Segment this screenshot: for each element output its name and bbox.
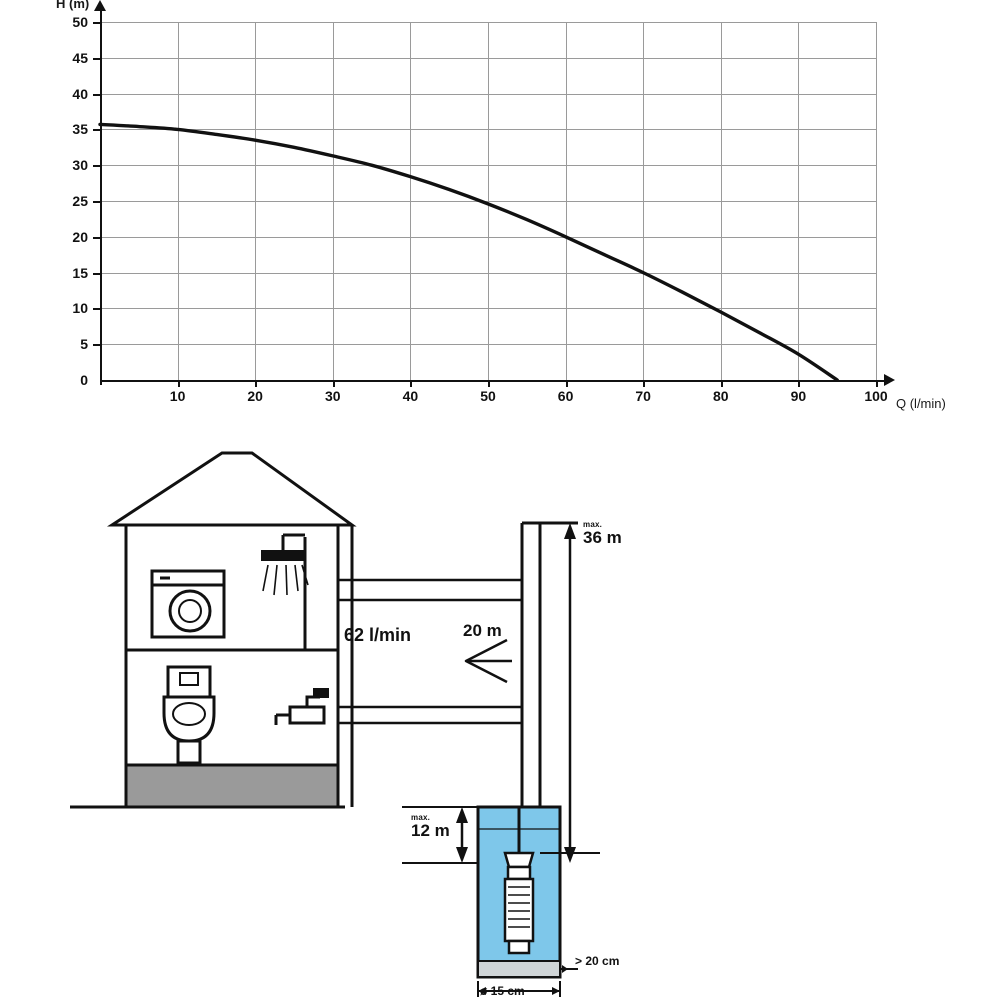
x-tick-mark — [721, 380, 723, 387]
chart-y-axis-label: H (m) — [56, 0, 90, 11]
pump-curve-chart — [0, 0, 1000, 425]
x-tick-label: 100 — [864, 388, 888, 404]
chart-x-axis-label: Q (l/min) — [896, 396, 946, 411]
x-axis-arrow-icon — [884, 374, 895, 386]
chart-x-axis — [100, 380, 890, 382]
y-axis-arrow-icon — [94, 0, 106, 11]
y-tick-mark — [93, 273, 100, 275]
x-tick-label: 90 — [790, 388, 807, 404]
house-foundation — [126, 765, 338, 807]
y-tick-mark — [93, 308, 100, 310]
installation-diagram-drawing — [0, 425, 1000, 1000]
y-tick-label: 0 — [80, 372, 88, 388]
y-tick-label: 30 — [72, 157, 88, 174]
y-tick-label: 45 — [72, 49, 88, 66]
x-tick-label: 30 — [325, 388, 341, 404]
x-tick-label: 50 — [480, 388, 496, 404]
y-tick-mark — [93, 237, 100, 239]
max-head-prefix: max. — [583, 520, 603, 529]
x-tick-mark — [255, 380, 257, 387]
y-tick-mark — [93, 58, 100, 60]
min-diameter-label: ø 15 cm — [480, 984, 525, 998]
y-tick-mark — [93, 94, 100, 96]
x-tick-mark — [876, 380, 878, 387]
flow-direction-arrow-icon — [466, 640, 512, 682]
y-tick-label: 35 — [72, 121, 88, 138]
y-tick-label: 5 — [80, 336, 88, 353]
gridline-vertical — [876, 22, 877, 380]
x-tick-label: 60 — [557, 388, 574, 404]
flow-rate-label: 62 l/min — [344, 625, 412, 645]
y-tick-mark — [93, 165, 100, 167]
chart-plot-area — [100, 22, 876, 380]
y-tick-mark — [93, 344, 100, 346]
x-tick-label: 70 — [635, 388, 651, 404]
x-tick-label: 20 — [247, 388, 263, 404]
y-tick-mark — [93, 129, 100, 131]
x-tick-label: 40 — [402, 388, 419, 404]
washing-machine-icon — [152, 571, 224, 637]
min-depth-label: > 20 cm — [575, 954, 620, 968]
y-tick-label: 25 — [72, 193, 88, 209]
x-tick-label: 10 — [169, 388, 186, 404]
well-sediment — [478, 961, 560, 977]
pump-performance-curve — [100, 22, 876, 380]
x-tick-mark — [643, 380, 645, 387]
x-tick-mark — [178, 380, 180, 387]
y-tick-mark — [93, 201, 100, 203]
installation-diagram — [0, 425, 1000, 1000]
max-suction-value: 12 m — [411, 821, 450, 840]
chart-y-axis — [100, 10, 102, 385]
x-tick-mark — [333, 380, 335, 387]
max-suction-prefix: max. — [411, 813, 431, 822]
house-roof — [112, 453, 352, 525]
y-tick-label: 10 — [72, 300, 88, 317]
max-head-label — [583, 520, 622, 547]
x-tick-mark — [566, 380, 568, 387]
y-tick-mark — [93, 22, 100, 24]
y-tick-label: 15 — [72, 264, 88, 281]
max-suction-label — [411, 813, 450, 840]
max-head-value: 36 m — [583, 528, 622, 547]
x-tick-mark — [798, 380, 800, 387]
y-tick-label: 50 — [72, 14, 88, 30]
y-tick-label: 40 — [72, 85, 88, 102]
distance-label: 20 m — [463, 621, 502, 640]
y-tick-label: 20 — [72, 228, 88, 245]
x-tick-label: 80 — [713, 388, 729, 404]
x-tick-mark — [488, 380, 490, 387]
x-tick-mark — [410, 380, 412, 387]
